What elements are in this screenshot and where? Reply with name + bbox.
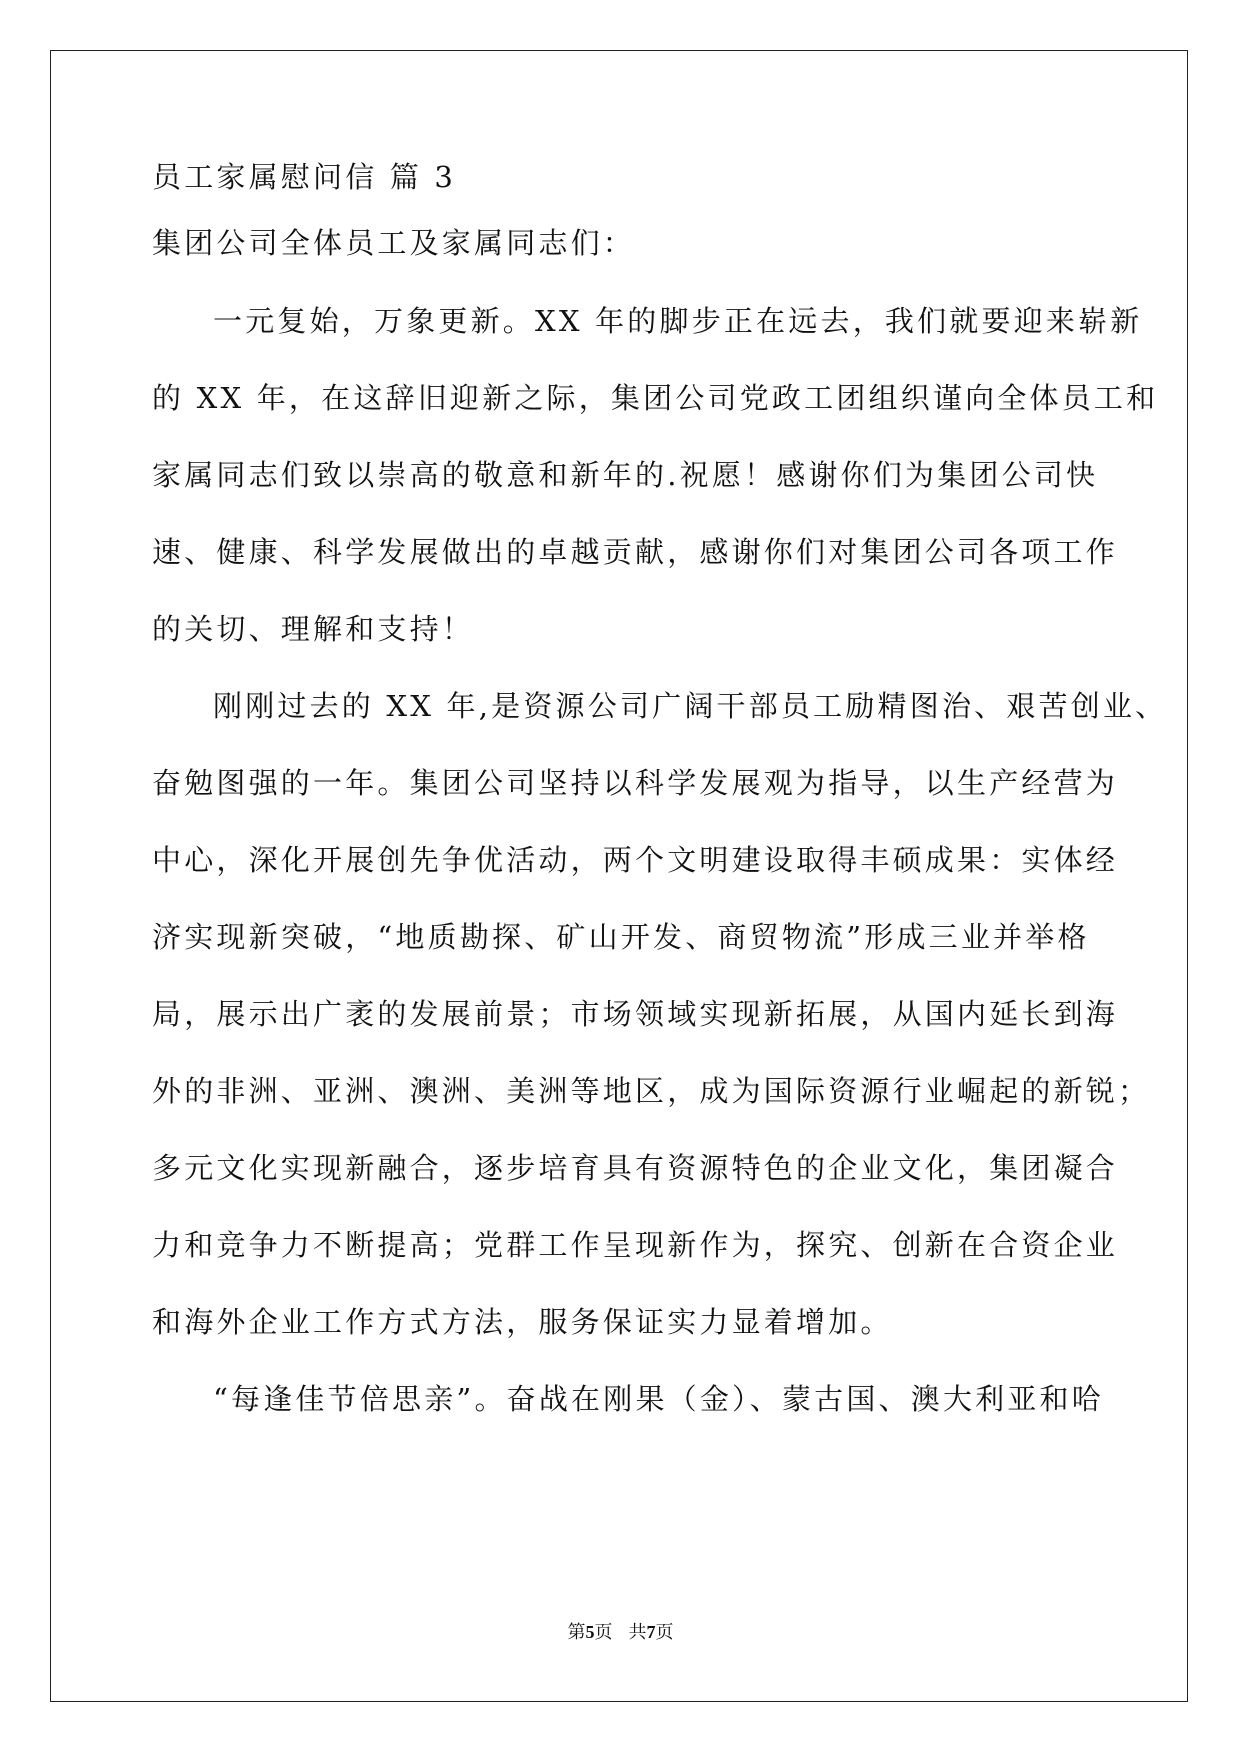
paragraph-1-line-1: 一元复始，万象更新。XX 年的脚步正在远去，我们就要迎来崭新 <box>213 304 1143 338</box>
paragraph-2-line-5: 局，展示出广袤的发展前景；市场领域实现新拓展，从国内延长到海 <box>152 997 1119 1031</box>
paragraph-1-line-5: 的关切、理解和支持！ <box>152 612 475 646</box>
paragraph-2-line-4: 济实现新突破，“地质勘探、矿山开发、商贸物流”形成三业并举格 <box>152 920 1090 954</box>
total-pages: 7 <box>646 1622 656 1642</box>
page-number: 5 <box>585 1622 595 1642</box>
paragraph-1-line-4: 速、健康、科学发展做出的卓越贡献，感谢你们对集团公司各项工作 <box>152 535 1119 569</box>
page-footer <box>0 1620 1241 1645</box>
paragraph-2-line-7: 多元文化实现新融合，逐步培育具有资源特色的企业文化，集团凝合 <box>152 1151 1119 1185</box>
paragraph-2-line-3: 中心，深化开展创先争优活动，两个文明建设取得丰硕成果：实体经 <box>152 843 1119 877</box>
paragraph-2-line-2: 奋勉图强的一年。集团公司坚持以科学发展观为指导，以生产经营为 <box>152 766 1119 800</box>
paragraph-2-line-6: 外的非洲、亚洲、澳洲、美洲等地区，成为国际资源行业崛起的新锐； <box>152 1074 1151 1108</box>
paragraph-3-line-1: “每逢佳节倍思亲”。奋战在刚果（金）、蒙古国、澳大利亚和哈 <box>213 1382 1104 1416</box>
document-heading: 员工家属慰问信 篇 3 <box>152 160 457 194</box>
paragraph-1-line-3: 家属同志们致以崇高的敬意和新年的.祝愿！感谢你们为集团公司快 <box>152 458 1099 492</box>
page-number-prefix: 第 <box>567 1622 586 1643</box>
paragraph-2-line-1: 刚刚过去的 XX 年,是资源公司广阔干部员工励精图治、艰苦创业、 <box>213 689 1168 723</box>
salutation: 集团公司全体员工及家属同志们： <box>152 226 636 260</box>
paragraph-2-line-9: 和海外企业工作方式方法，服务保证实力显着增加。 <box>152 1305 893 1339</box>
paragraph-1-line-2: 的 XX 年，在这辞旧迎新之际，集团公司党政工团组织谨向全体员工和 <box>152 381 1159 415</box>
total-pages-suffix: 页 <box>655 1622 674 1643</box>
total-pages-prefix: 共 <box>628 1622 647 1643</box>
page-number-suffix: 页 <box>594 1622 613 1643</box>
paragraph-2-line-8: 力和竞争力不断提高；党群工作呈现新作为，探究、创新在合资企业 <box>152 1228 1119 1262</box>
